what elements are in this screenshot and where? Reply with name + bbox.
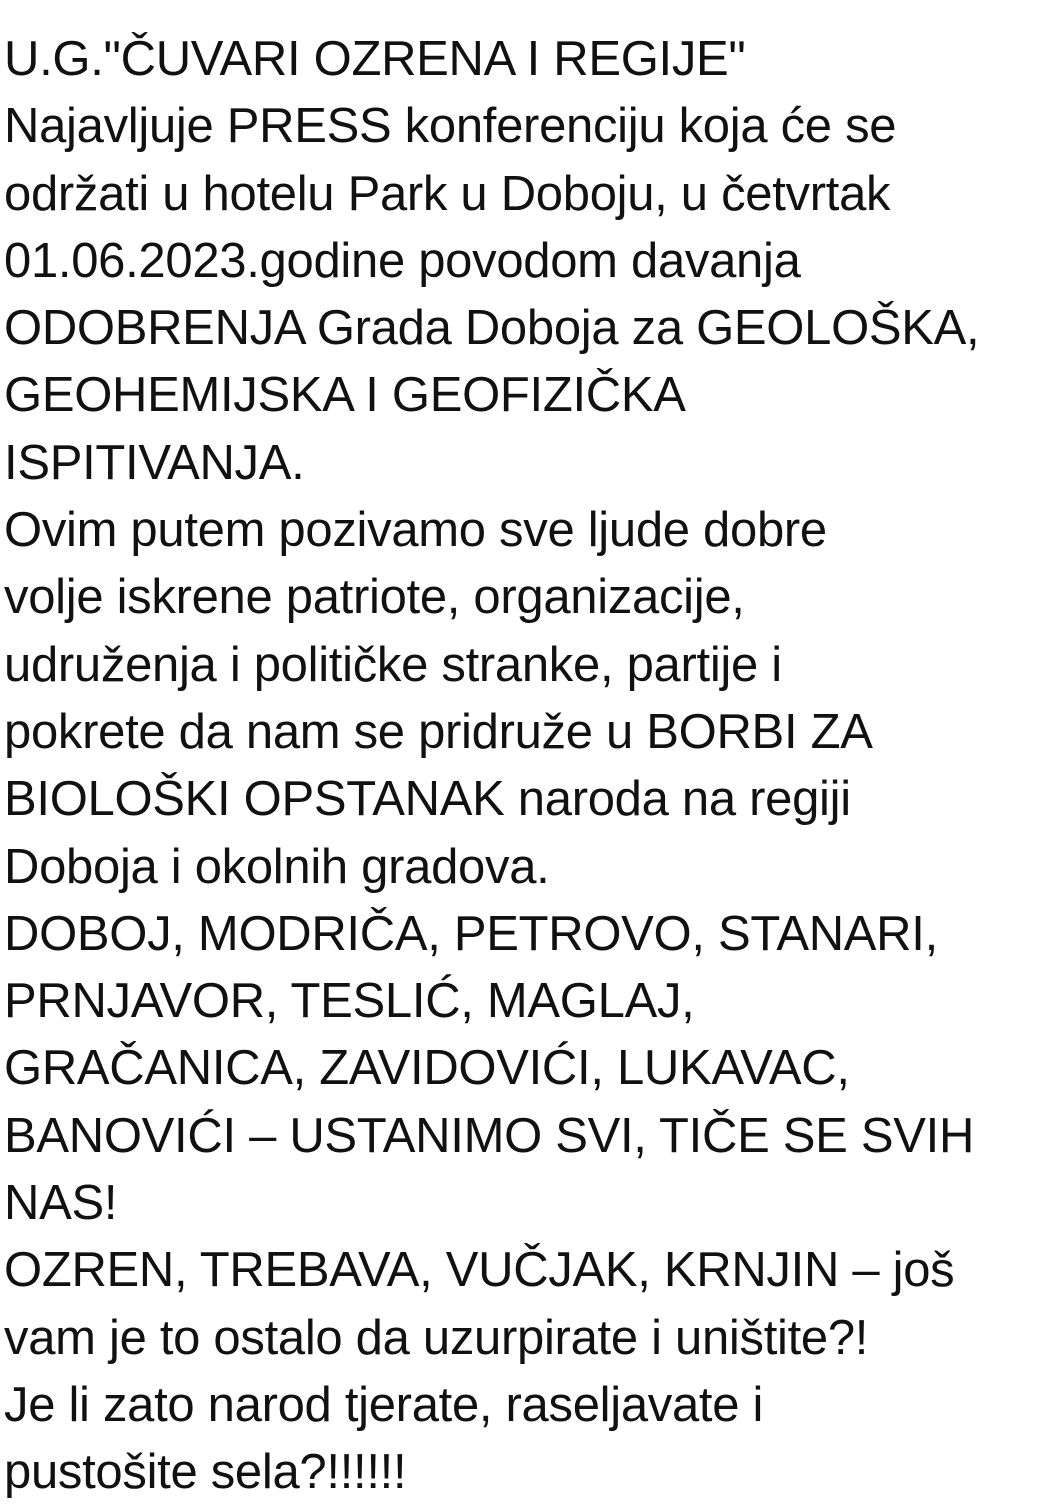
text-line: BIOLOŠKI OPSTANAK naroda na regiji (4, 772, 851, 827)
text-line: ODOBRENJA Grada Doboja za GEOLOŠKA, (4, 301, 980, 356)
text-line: NAS! (4, 1176, 118, 1231)
text-line: GRAČANICA, ZAVIDOVIĆI, LUKAVAC, (4, 1041, 850, 1096)
text-line: 01.06.2023.godine povodom davanja (4, 233, 801, 288)
text-line: BANOVIĆI – USTANIMO SVI, TIČE SE SVIH (4, 1108, 975, 1163)
text-line: udruženja i političke stranke, partije i (4, 637, 782, 692)
text-line: pokrete da nam se pridruže u BORBI ZA (4, 704, 873, 759)
text-line: Ovim putem pozivamo sve ljude dobre (4, 503, 827, 558)
text-line: Najavljuje PRESS konferenciju koja će se (4, 99, 897, 154)
text-line: volje iskrene patriote, organizacije, (4, 570, 745, 625)
text-line: U.G."ČUVARI OZRENA I REGIJE" (4, 32, 746, 86)
text-line: Je li zato narod tjerate, raseljavate i (4, 1377, 764, 1432)
announcement-text (4, 26, 1044, 1507)
text-line: održati u hotelu Park u Doboju, u četvrtak (4, 166, 891, 221)
text-line: GEOHEMIJSKA I GEOFIZIČKA (4, 368, 686, 423)
text-line: pustošite sela?!!!!!! (4, 1445, 407, 1500)
text-line: Doboja i okolnih gradova. (4, 839, 550, 894)
text-line: PRNJAVOR, TESLIĆ, MAGLAJ, (4, 974, 695, 1029)
text-line: OZREN, TREBAVA, VUČJAK, KRNJIN – još (4, 1243, 955, 1298)
text-line: DOBOJ, MODRIČA, PETROVO, STANARI, (4, 906, 938, 961)
text-line: ISPITIVANJA. (4, 435, 305, 490)
text-line: vam je to ostalo da uzurpirate i uništite?! (4, 1310, 869, 1365)
